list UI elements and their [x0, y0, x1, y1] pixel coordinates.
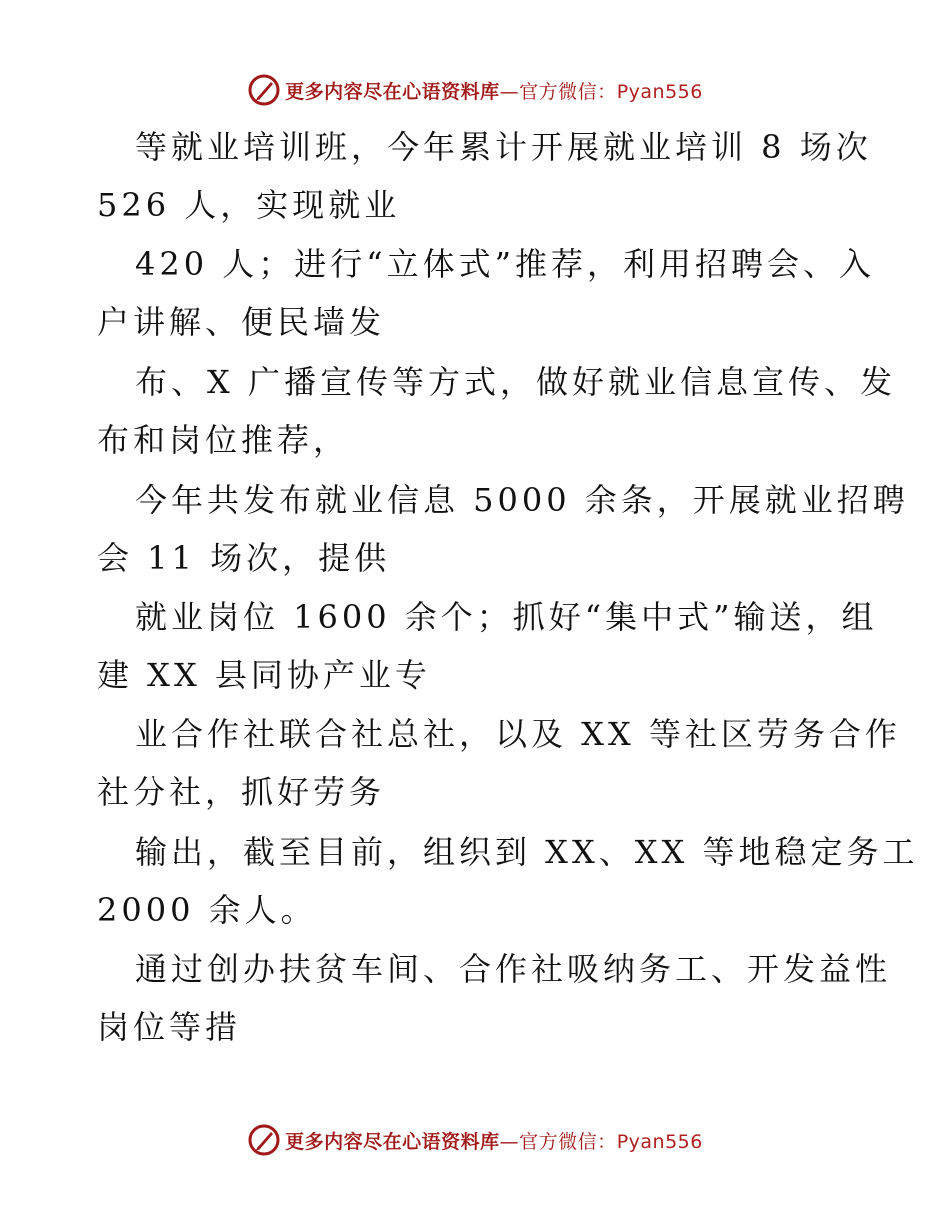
text-line: 业合作社联合社总社，以及 XX 等社区劳务合作 [135, 715, 901, 753]
banner-text [285, 77, 703, 104]
text-line: 通过创办扶贫车间、合作社吸纳务工、开发益性 [135, 950, 892, 988]
text-line: 526 人，实现就业 [97, 186, 401, 224]
text-line: 布和岗位推荐， [97, 421, 350, 459]
text-line: 输出，截至目前，组织到 XX、XX 等地稳定务工 [135, 833, 919, 871]
text-line: 户讲解、便民墙发 [97, 303, 386, 341]
text-line: 社分社，抓好劳务 [97, 773, 386, 811]
text-line: 就业岗位 1600 余个；抓好“集中式”输送，组 [135, 598, 878, 636]
banner-wechat-handle: Pyan556 [616, 80, 703, 103]
quill-pen-circle-icon [247, 73, 281, 107]
text-line: 岗位等措 [97, 1008, 242, 1046]
text-line: 2000 余人。 [97, 891, 317, 929]
footer-banner [0, 1120, 950, 1160]
quill-pen-circle-icon [247, 1123, 281, 1157]
banner-wechat-handle: Pyan556 [616, 1130, 703, 1153]
text-line: 今年共发布就业信息 5000 余条，开展就业招聘 [135, 481, 909, 519]
header-banner [0, 70, 950, 110]
text-line: 会 11 场次，提供 [97, 539, 391, 577]
banner-text [285, 1127, 703, 1154]
text-line: 420 人；进行“立体式”推荐，利用招聘会、入 [135, 245, 875, 283]
banner-site-name: 更多内容尽在心语资料库 [285, 80, 500, 103]
banner-wechat-label: 官方微信： [519, 80, 617, 103]
banner-wechat-label: 官方微信： [519, 1130, 617, 1153]
banner-dash: — [499, 80, 520, 103]
banner-site-name: 更多内容尽在心语资料库 [285, 1130, 500, 1153]
text-line: 等就业培训班，今年累计开展就业培训 8 场次 [135, 128, 872, 166]
text-line: 建 XX 县同协产业专 [97, 656, 431, 694]
text-line: 布、X 广播宣传等方式，做好就业信息宣传、发 [135, 363, 896, 401]
banner-dash: — [499, 1130, 520, 1153]
